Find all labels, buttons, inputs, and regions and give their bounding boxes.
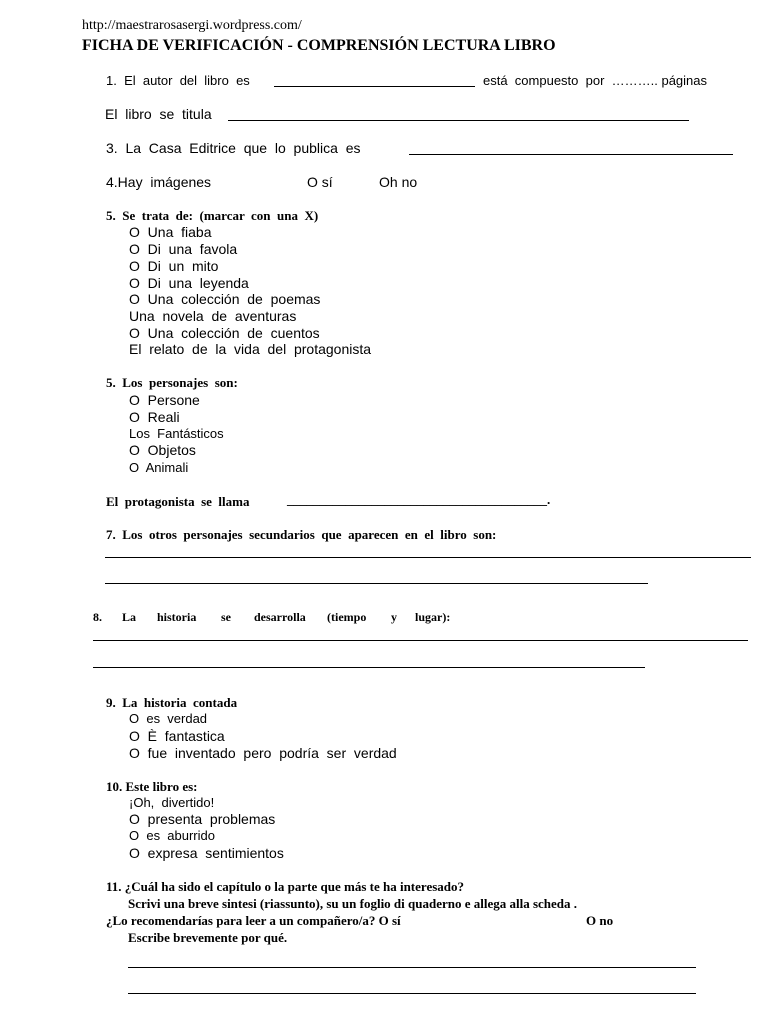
q4-option-yes[interactable]: O sí xyxy=(307,174,333,190)
q9-story-option[interactable]: O fue inventado pero podría ser verdad xyxy=(129,745,397,761)
q2-text-title: El libro se titula xyxy=(105,106,212,122)
q5-genre-option[interactable]: O Una fiaba xyxy=(129,224,212,240)
q5b-character-option[interactable]: O Persone xyxy=(129,392,200,408)
blog-url: http://maestrarosasergi.wordpress.com/ xyxy=(82,18,302,33)
q5b-character-option[interactable]: O Objetos xyxy=(129,442,196,458)
q2-title-blank[interactable] xyxy=(228,120,689,121)
q11-recommend-no[interactable]: O no xyxy=(586,913,614,928)
q10-book-option[interactable]: ¡Oh, divertido! xyxy=(129,795,215,810)
q5-genre-heading: 5. Se trata de: (marcar con una X) xyxy=(106,208,319,223)
q6-protagonist-blank[interactable]: ________________________________________. xyxy=(287,492,551,507)
q7-answer-line[interactable] xyxy=(105,557,751,558)
q5b-character-option[interactable]: Los Fantásticos xyxy=(129,426,224,441)
q5-genre-option[interactable]: El relato de la vida del protagonista xyxy=(129,341,372,357)
q11-answer-line[interactable] xyxy=(128,967,696,968)
q11-recommend-question: ¿Lo recomendarías para leer a un compañero/a? O sí xyxy=(106,913,401,928)
q10-book-option[interactable]: O presenta problemas xyxy=(129,811,276,827)
q10-book-heading: 10. Este libro es: xyxy=(106,779,198,794)
q5-genre-option[interactable]: O Una colección de cuentos xyxy=(129,325,320,341)
q8-word: se xyxy=(221,610,231,624)
q7-secondary-heading: 7. Los otros personajes secundarios que aparecen en el libro son: xyxy=(106,527,497,542)
q8-answer-line[interactable] xyxy=(93,667,645,668)
q5-genre-option[interactable]: O Di una leyenda xyxy=(129,275,249,291)
q9-story-option[interactable]: O È fantastica xyxy=(129,728,225,744)
q10-book-option[interactable]: O expresa sentimientos xyxy=(129,845,284,861)
q9-story-heading: 9. La historia contada xyxy=(106,695,238,710)
q5b-character-option[interactable]: O Reali xyxy=(129,409,180,425)
q5-genre-option[interactable]: Una novela de aventuras xyxy=(129,308,297,324)
q5b-character-option[interactable]: O Animali xyxy=(129,460,189,475)
page-title: FICHA DE VERIFICACIÓN - COMPRENSIÓN LECTURA LIBRO xyxy=(82,37,556,54)
q5-genre-option[interactable]: O Di un mito xyxy=(129,258,219,274)
q3-text-publisher: 3. La Casa Editrice que lo publica es xyxy=(106,140,361,156)
q8-word: lugar): xyxy=(415,610,451,624)
q5-genre-option[interactable]: O Una colección de poemas xyxy=(129,291,321,307)
q1-text-pages: está compuesto por ……….. páginas xyxy=(483,73,707,88)
q1-text-author: 1. El autor del libro es xyxy=(106,73,250,88)
q11-summary-instruction: Scrivi una breve sintesi (riassunto), su un foglio di quaderno e allega alla scheda . xyxy=(128,896,578,911)
q9-story-option[interactable]: O es verdad xyxy=(129,711,208,726)
q8-word: (tiempo xyxy=(327,610,367,624)
q3-publisher-blank[interactable] xyxy=(409,154,733,155)
q11-why-instruction: Escribe brevemente por qué. xyxy=(128,930,288,945)
q11-answer-line[interactable] xyxy=(128,993,696,994)
q4-option-no[interactable]: Oh no xyxy=(379,174,418,190)
q6-protagonist-text: El protagonista se llama xyxy=(106,494,250,509)
q8-word: desarrolla xyxy=(254,610,306,624)
q8-word: historia xyxy=(157,610,197,624)
q1-author-blank[interactable] xyxy=(274,86,475,87)
q8-number: 8. xyxy=(93,610,102,624)
q4-text-images: 4.Hay imágenes xyxy=(106,174,212,190)
q11-favorite-chapter-heading: 11. ¿Cuál ha sido el capítulo o la parte que más te ha interesado? xyxy=(106,879,465,894)
q10-book-option[interactable]: O es aburrido xyxy=(129,828,215,843)
q8-word: La xyxy=(122,610,137,624)
q7-answer-line[interactable] xyxy=(105,583,648,584)
q5-genre-option[interactable]: O Di una favola xyxy=(129,241,238,257)
q5b-characters-heading: 5. Los personajes son: xyxy=(106,375,238,390)
q8-word: y xyxy=(391,610,397,624)
q8-answer-line[interactable] xyxy=(93,640,748,641)
